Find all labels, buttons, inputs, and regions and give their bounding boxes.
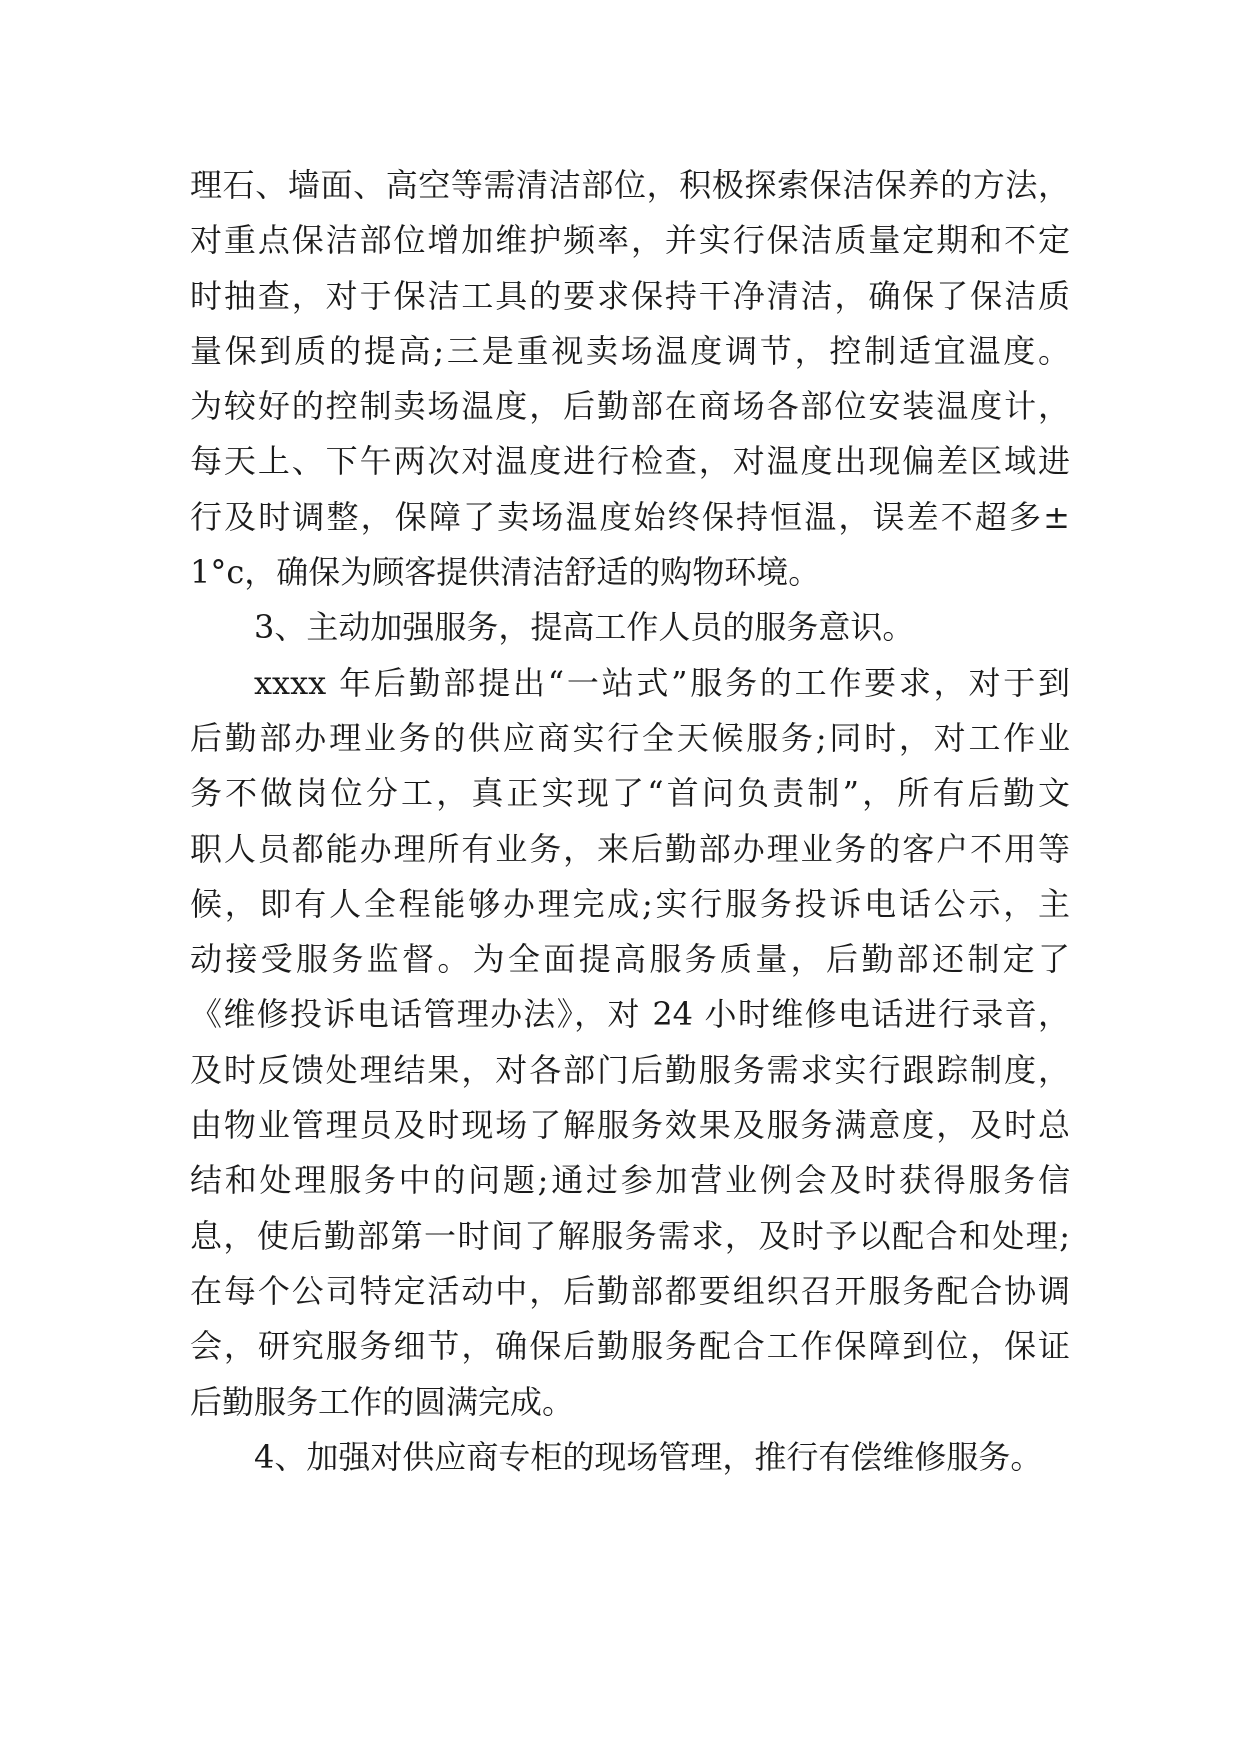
text-line: 及时反馈处理结果，对各部门后勤服务需求实行跟踪制度， [190, 1050, 1070, 1089]
text-line: 行及时调整，保障了卖场温度始终保持恒温，误差不超多± [190, 497, 1070, 536]
text-line: 为较好的控制卖场温度，后勤部在商场各部位安装温度计， [190, 387, 1070, 426]
text-line: 动接受服务监督。为全面提高服务质量，后勤部还制定了 [190, 940, 1070, 979]
section-heading: 4、加强对供应商专柜的现场管理，推行有偿维修服务。 [254, 1437, 1043, 1476]
text-line: 1°c，确保为顾客提供清洁舒适的购物环境。 [190, 553, 821, 592]
text-line: 量保到质的提高;三是重视卖场温度调节，控制适宜温度。 [190, 331, 1070, 370]
text-line: 理石、墙面、高空等需清洁部位，积极探索保洁保养的方法， [190, 166, 1070, 204]
section-heading: 3、主动加强服务，提高工作人员的服务意识。 [254, 608, 915, 647]
text-line: 在每个公司特定活动中，后勤部都要组织召开服务配合协调 [190, 1271, 1070, 1310]
text-line: 会，研究服务细节，确保后勤服务配合工作保障到位，保证 [190, 1327, 1070, 1366]
text-line: 对重点保洁部位增加维护频率，并实行保洁质量定期和不定 [190, 221, 1070, 260]
text-line: 息，使后勤部第一时间了解服务需求，及时予以配合和处理; [190, 1216, 1070, 1255]
text-line: xxxx 年后勤部提出“一站式”服务的工作要求，对于到 [254, 663, 1070, 702]
text-line: 后勤部办理业务的供应商实行全天候服务;同时，对工作业 [190, 718, 1070, 757]
text-line: 务不做岗位分工，真正实现了“首问负责制”，所有后勤文 [190, 774, 1070, 813]
text-line: 职人员都能办理所有业务，来后勤部办理业务的客户不用等 [190, 829, 1070, 868]
body-text [190, 158, 1070, 1485]
text-line: 每天上、下午两次对温度进行检查，对温度出现偏差区域进 [190, 442, 1070, 481]
text-line: 时抽查，对于保洁工具的要求保持干净清洁，确保了保洁质 [190, 276, 1070, 315]
text-line: 由物业管理员及时现场了解服务效果及服务满意度，及时总 [190, 1106, 1070, 1145]
text-line: 《维修投诉电话管理办法》，对 24 小时维修电话进行录音， [190, 995, 1070, 1034]
text-line: 后勤服务工作的圆满完成。 [190, 1382, 575, 1421]
text-line: 结和处理服务中的问题;通过参加营业例会及时获得服务信 [190, 1161, 1070, 1200]
text-line: 候，即有人全程能够办理完成;实行服务投诉电话公示，主 [190, 884, 1070, 923]
